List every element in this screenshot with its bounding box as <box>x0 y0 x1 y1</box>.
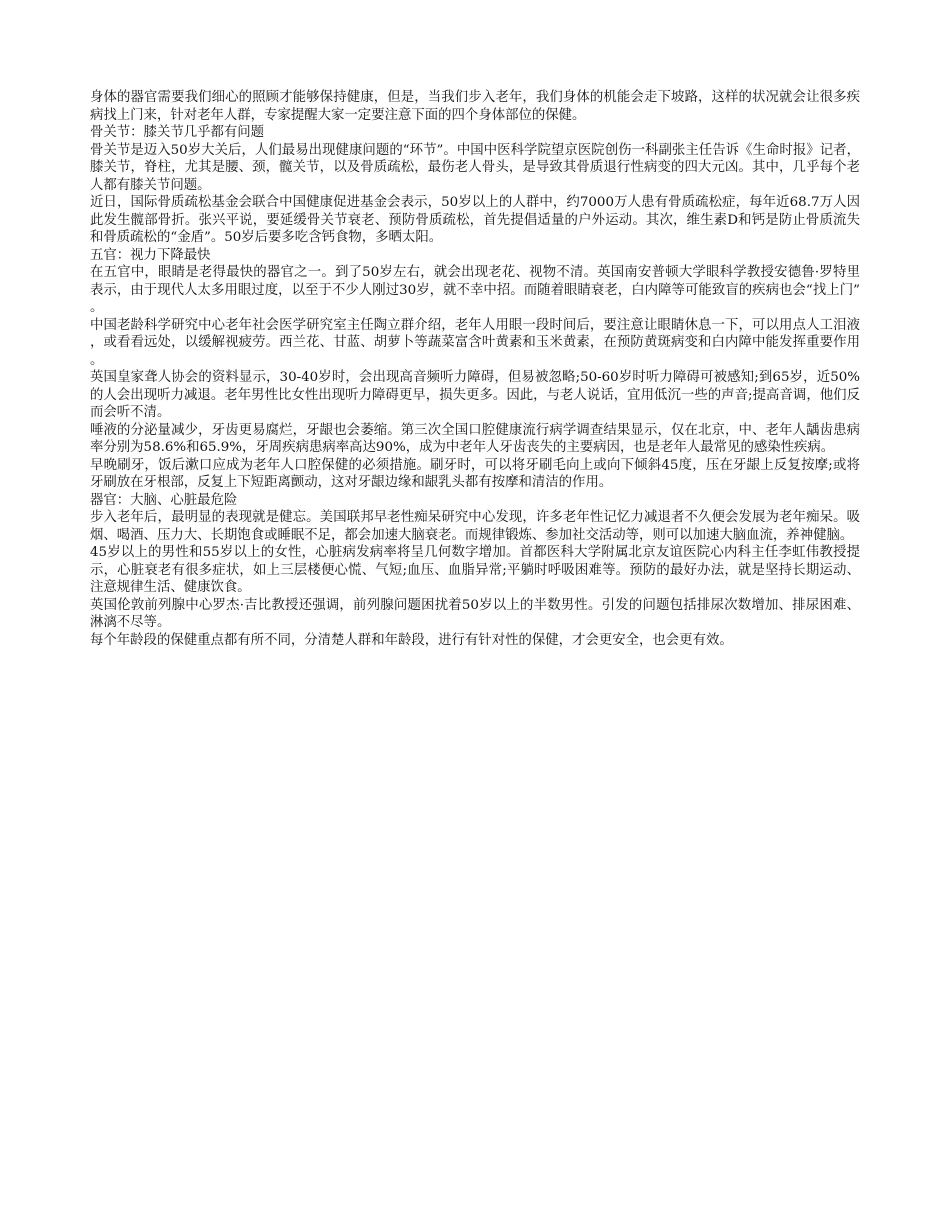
section-heading-senses: 五官：视力下降最快 <box>90 247 211 263</box>
paragraph-organs-2: 45岁以上的男性和55岁以上的女性，心脏病发病率将呈几何数字增加。首都医科大学附属北京友谊医院心内科主任李虹伟教授提示，心脏衰老有很多症状，如上三层楼便心慌、气短;血压、血脂异常;平躺时呼吸困难等。预防的最好办法，就是坚持长期运动、注意规律生活、健康饮食。 <box>90 545 860 595</box>
paragraph-joints-2: 近日，国际骨质疏松基金会联合中国健康促进基金会表示，50岁以上的人群中，约7000万人患有骨质疏松症，每年近68.7万人因此发生髋部骨折。张兴平说，要延缓骨关节衰老、预防骨质疏松，首先提倡适量的户外运动。其次，维生素D和钙是防止骨质流失和骨质疏松的“金盾”。50岁后要多吃含钙食物，多晒太阳。 <box>90 195 860 245</box>
paragraph-senses-4: 唾液的分泌量减少，牙齿更易腐烂，牙龈也会萎缩。第三次全国口腔健康流行病学调查结果显示，仅在北京，中、老年人龋齿患病率分别为58.6%和65.9%，牙周疾病患病率高达90%，成为中老年人牙齿丧失的主要病因，也是老年人最常见的感染性疾病。 <box>90 422 860 455</box>
paragraph-senses-1: 在五官中，眼睛是老得最快的器官之一。到了50岁左右，就会出现老花、视物不清。英国南安普顿大学眼科学教授安德鲁·罗特里表示，由于现代人太多用眼过度，以至于不少人刚过30岁，就不幸中招。而随着眼睛衰老，白内障等可能致盲的疾病也会“找上门”。 <box>90 265 860 315</box>
paragraph-joints-1: 骨关节是迈入50岁大关后，人们最易出现健康问题的“环节”。中国中医科学院望京医院创伤一科副张主任告诉《生命时报》记者，膝关节，脊柱，尤其是腰、颈，髋关节，以及骨质疏松，最伤老人骨头，是导致其骨质退行性病变的四大元凶。其中，几乎每个老人都有膝关节问题。 <box>90 142 860 193</box>
paragraph-organs-1: 步入老年后，最明显的表现就是健忘。美国联邦早老性痴呆研究中心发现，许多老年性记忆力减退者不久便会发展为老年痴呆。吸烟、喝酒、压力大、长期饱食或睡眠不足，都会加速大脑衰老。而规律锻炼、参加社交活动等，则可以加速大脑血流，养神健脑。 <box>90 510 860 543</box>
paragraph-senses-5: 早晚刷牙，饭后漱口应成为老年人口腔保健的必须措施。刷牙时，可以将牙刷毛向上或向下倾斜45度，压在牙龈上反复按摩;或将牙刷放在牙根部，反复上下短距离颤动，这对牙龈边缘和龈乳头都有按摩和清洁的作用。 <box>90 457 860 490</box>
article-body <box>90 89 860 649</box>
closing-paragraph: 每个年龄段的保健重点都有所不同，分清楚人群和年龄段，进行有针对性的保健，才会更安全，也会更有效。 <box>90 632 733 648</box>
intro-paragraph: 身体的器官需要我们细心的照顾才能够保持健康，但是，当我们步入老年，我们身体的机能会走下坡路，这样的状况就会让很多疾病找上门来，针对老年人群，专家提醒大家一定要注意下面的四个身体部位的保健。 <box>90 90 860 123</box>
section-heading-joints: 骨关节：膝关节几乎都有问题 <box>90 125 265 140</box>
paragraph-senses-3: 英国皇家聋人协会的资料显示，30-40岁时，会出现高音频听力障碍，但易被忽略;50-60岁时听力障碍可被感知;到65岁，近50%的人会出现听力减退。老年男性比女性出现听力障碍更早，损失更多。因此，与老人说话，宜用低沉一些的声音;提高音调，他们反而会听不清。 <box>90 370 860 420</box>
section-heading-organs: 器官：大脑、心脏最危险 <box>90 492 238 508</box>
paragraph-senses-2: 中国老龄科学研究中心老年社会医学研究室主任陶立群介绍，老年人用眼一段时间后，要注意让眼睛休息一下，可以用点人工泪液，或看看远处，以缓解视疲劳。西兰花、甘蓝、胡萝卜等蔬菜富含叶黄素和玉米黄素，在预防黄斑病变和白内障中能发挥重要作用。 <box>90 317 860 368</box>
paragraph-organs-3: 英国伦敦前列腺中心罗杰·吉比教授还强调，前列腺问题困扰着50岁以上的半数男性。引发的问题包括排尿次数增加、排尿困难、淋漓不尽等。 <box>90 597 860 630</box>
